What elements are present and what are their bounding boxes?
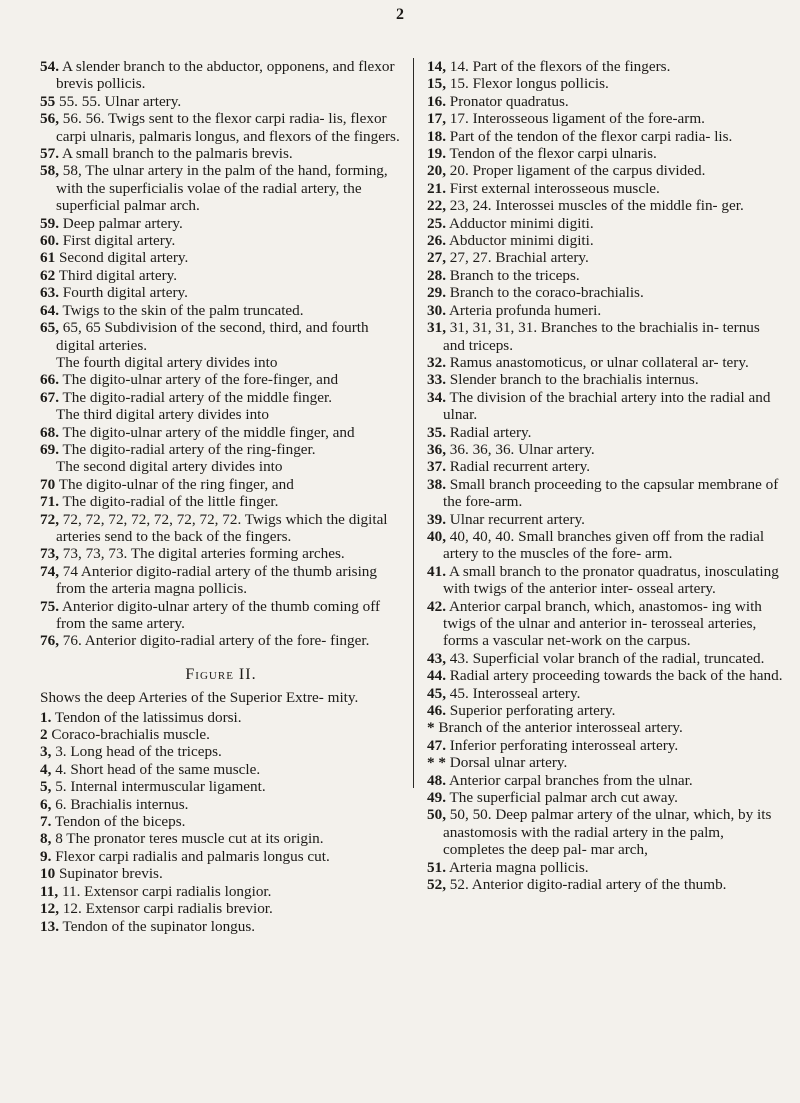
list-item (427, 511, 783, 528)
entry-number: 9. (40, 847, 52, 865)
list-item (40, 796, 402, 813)
list-item (427, 528, 783, 563)
entry-number: 20, (427, 162, 446, 180)
list-item (40, 545, 402, 562)
entry-number: 41. (427, 562, 446, 580)
entry-text: Abductor minimi digiti. (448, 232, 594, 250)
list-item (427, 145, 783, 162)
left-entry-list (40, 58, 402, 650)
list-item (40, 493, 402, 510)
entry-number: 65, (40, 319, 59, 337)
entry-number: 39. (427, 510, 446, 528)
entry-text: 56. 56. Twigs sent to the flexor carpi radia- lis, flexor carpi ulnaris, palmaris longus, and flexors of the fingers. (56, 110, 400, 145)
entry-text: Tendon of the biceps. (54, 813, 186, 831)
list-item (40, 58, 402, 93)
entry-number: 12, (40, 900, 59, 918)
entry-text: 27, 27. Brachial artery. (449, 249, 589, 267)
list-item (40, 458, 402, 475)
entry-text: The superficial palmar arch cut away. (449, 789, 678, 807)
entry-number: 74, (40, 562, 59, 580)
entry-text: Third digital artery. (58, 266, 178, 284)
entry-text: Branch of the anterior interosseal artery. (438, 719, 683, 737)
list-item (427, 789, 783, 806)
entry-number: 31, (427, 319, 446, 337)
entry-text: 8 The pronator teres muscle cut at its origin. (55, 830, 324, 848)
entry-text: 76. Anterior digito-radial artery of the fore- finger. (62, 632, 370, 650)
list-item (427, 58, 783, 75)
entry-text: Ulnar recurrent artery. (449, 510, 585, 528)
column-divider (413, 58, 414, 788)
list-item (40, 424, 402, 441)
left-column (40, 58, 402, 935)
entry-text: The second digital artery divides into (56, 458, 283, 476)
entry-number: 54. (40, 58, 59, 75)
list-item (427, 598, 783, 650)
entry-number: 70 (40, 475, 56, 493)
list-item (427, 685, 783, 702)
entry-number: 42. (427, 597, 446, 615)
list-item (427, 162, 783, 179)
entry-number: 25. (427, 214, 446, 232)
list-item (40, 110, 402, 145)
page-number: 2 (396, 6, 404, 23)
list-item (40, 918, 402, 935)
entry-number: 58, (40, 162, 59, 180)
entry-number: 14, (427, 58, 446, 75)
list-item (40, 598, 402, 633)
entry-text: Superior perforating artery. (449, 702, 616, 720)
entry-number: 50, (427, 806, 446, 824)
list-item (427, 267, 783, 284)
list-item (427, 772, 783, 789)
entry-text: 73, 73, 73. The digital arteries forming arches. (62, 545, 345, 563)
entry-number: 66. (40, 371, 59, 389)
entry-text: A small branch to the pronator quadratus, inosculating with twigs of the anterior inter- osseal artery. (443, 562, 779, 598)
list-item (40, 511, 402, 546)
entry-number: 8, (40, 830, 52, 848)
list-item (40, 232, 402, 249)
entry-text: 11. Extensor carpi radialis longior. (61, 882, 272, 900)
list-item (427, 859, 783, 876)
entry-text: Arteria magna pollicis. (448, 858, 589, 876)
list-item (40, 900, 402, 917)
entry-text: Second digital artery. (58, 249, 189, 267)
entry-text: 31, 31, 31, 31. Branches to the brachialis in- ternus and triceps. (443, 319, 760, 354)
figure-title: Figure II. (185, 665, 257, 683)
list-item (40, 319, 402, 354)
entry-number: 75. (40, 597, 59, 615)
entry-number: 35. (427, 423, 446, 441)
entry-number: 3, (40, 743, 52, 761)
entry-text: Ramus anastomoticus, or ulnar collateral ar- tery. (449, 353, 749, 371)
entry-text: The digito-ulnar of the ring finger, and (58, 475, 294, 493)
entry-number: 68. (40, 423, 59, 441)
entry-number: 34. (427, 388, 446, 406)
entry-text: 43. Superficial volar branch of the radial, truncated. (449, 649, 765, 667)
list-item (40, 354, 402, 371)
figure-description: Shows the deep Arteries of the Superior Extre- mity. (40, 689, 359, 707)
entry-text: Anterior digito-ulnar artery of the thumb coming off from the same artery. (56, 597, 381, 632)
entry-text: The fourth digital artery divides into (56, 353, 278, 371)
entry-number: 72, (40, 510, 59, 528)
list-item (40, 778, 402, 795)
list-item (427, 441, 783, 458)
list-item (427, 75, 783, 92)
entry-text: First digital artery. (62, 232, 176, 250)
entry-text: Fourth digital artery. (62, 284, 188, 302)
entry-text: The digito-radial of the little finger. (62, 493, 279, 511)
entry-number: 16. (427, 92, 446, 110)
entry-number: 13. (40, 917, 59, 935)
list-item (40, 441, 402, 458)
entry-text: 3. Long head of the triceps. (55, 743, 222, 761)
entry-text: The digito-ulnar artery of the middle finger, and (62, 423, 355, 441)
entry-number: 69. (40, 440, 59, 458)
list-item (40, 830, 402, 847)
list-item (40, 145, 402, 162)
entry-number: 71. (40, 493, 59, 511)
list-item (427, 806, 783, 858)
list-item (427, 737, 783, 754)
entry-number: 38. (427, 475, 446, 493)
entry-number: 64. (40, 301, 59, 319)
entry-number: 45, (427, 684, 446, 702)
entry-text: 52. Anterior digito-radial artery of the thumb. (449, 876, 727, 894)
list-item (427, 215, 783, 232)
entry-text: Flexor carpi radialis and palmaris longus cut. (55, 847, 330, 865)
list-item (40, 267, 402, 284)
entry-number: 4, (40, 760, 52, 778)
entry-number: 10 (40, 865, 56, 883)
entry-number: 44. (427, 667, 446, 685)
entry-number: 55 (40, 92, 56, 110)
entry-text: 20. Proper ligament of the carpus divided. (449, 162, 706, 180)
entry-number: 47. (427, 736, 446, 754)
list-item (427, 110, 783, 127)
entry-text: The digito-radial artery of the ring-finger. (62, 440, 316, 458)
entry-text: Dorsal ulnar artery. (449, 754, 568, 772)
list-item (427, 876, 783, 893)
entry-text: The division of the brachial artery into the radial and ulnar. (443, 388, 771, 424)
entry-number: 46. (427, 702, 446, 720)
entry-text: Branch to the coraco-brachialis. (449, 284, 644, 302)
entry-number: 49. (427, 789, 446, 807)
list-item (427, 197, 783, 214)
list-item (427, 476, 783, 511)
entry-text: Inferior perforating interosseal artery. (449, 736, 679, 754)
entry-text: 40, 40, 40. Small branches given off from the radial artery to the muscles of the fore- arm. (443, 527, 765, 563)
entry-number: 6, (40, 795, 52, 813)
entry-text: Tendon of the supinator longus. (62, 917, 256, 935)
entry-number: 40, (427, 527, 446, 545)
entry-number: 29. (427, 284, 446, 302)
list-item (40, 389, 402, 406)
entry-number: 63. (40, 284, 59, 302)
entry-text: A slender branch to the abductor, opponens, and flexor brevis pollicis. (56, 58, 395, 93)
entry-text: Part of the tendon of the flexor carpi radia- lis. (449, 127, 733, 145)
entry-text: Radial recurrent artery. (449, 458, 591, 476)
entry-number: 27, (427, 249, 446, 267)
list-item (40, 284, 402, 301)
list-item (427, 354, 783, 371)
list-item (40, 632, 402, 649)
list-item (40, 865, 402, 882)
list-item (40, 476, 402, 493)
entry-text: 36. 36, 36. Ulnar artery. (449, 440, 595, 458)
list-item (427, 702, 783, 719)
entry-text: 6. Brachialis internus. (55, 795, 189, 813)
entry-text: Adductor minimi digiti. (448, 214, 594, 232)
entry-text: Radial artery proceeding towards the back of the hand. (449, 667, 783, 685)
list-item (40, 302, 402, 319)
entry-number: 67. (40, 388, 59, 406)
list-item (427, 754, 783, 771)
entry-text: 12. Extensor carpi radialis brevior. (62, 900, 273, 918)
list-item (40, 883, 402, 900)
entry-number: 1. (40, 708, 52, 726)
entry-number: * * (427, 754, 446, 772)
entry-text: 5. Internal intermuscular ligament. (55, 778, 266, 796)
list-item (427, 232, 783, 249)
list-item (40, 813, 402, 830)
entry-number: 2 (40, 726, 48, 744)
entry-number: 30. (427, 301, 446, 319)
entry-number: 11, (40, 882, 59, 900)
list-item (427, 93, 783, 110)
entry-text: 4. Short head of the same muscle. (55, 760, 261, 778)
entry-text: 17. Interosseous ligament of the fore-arm. (449, 110, 705, 128)
entry-number: 28. (427, 266, 446, 284)
list-item (40, 743, 402, 760)
entry-text: The digito-radial artery of the middle finger. (62, 388, 332, 406)
list-item (40, 563, 402, 598)
list-item (427, 302, 783, 319)
entry-number: 33. (427, 371, 446, 389)
entry-number: 51. (427, 858, 446, 876)
entry-number: 36, (427, 440, 446, 458)
entry-number: 59. (40, 214, 59, 232)
entry-text: 14. Part of the flexors of the fingers. (449, 58, 671, 75)
entry-text: Radial artery. (449, 423, 532, 441)
entry-text: 72, 72, 72, 72, 72, 72, 72, 72. Twigs which the digital arteries send to the back of the fingers. (56, 510, 388, 545)
entry-number: 32. (427, 353, 446, 371)
list-item (427, 650, 783, 667)
entry-text: Arteria profunda humeri. (448, 301, 602, 319)
entry-text: Supinator brevis. (58, 865, 163, 883)
entry-text: Pronator quadratus. (449, 92, 569, 110)
entry-text: Anterior carpal branches from the ulnar. (448, 771, 693, 789)
entry-number: 22, (427, 197, 446, 215)
entry-text: Tendon of the latissimus dorsi. (54, 708, 242, 726)
entry-number: 7. (40, 813, 52, 831)
entry-text: Branch to the triceps. (449, 266, 580, 284)
entry-number: 61 (40, 249, 56, 267)
list-item (427, 284, 783, 301)
entry-text: 45. Interosseal artery. (449, 684, 581, 702)
list-item (427, 389, 783, 424)
entry-number: * (427, 719, 435, 737)
entry-text: 15. Flexor longus pollicis. (449, 75, 609, 93)
entry-text: Twigs to the skin of the palm truncated. (62, 301, 304, 319)
entry-text: Deep palmar artery. (62, 214, 183, 232)
entry-text: 23, 24. Interossei muscles of the middle fin- ger. (449, 197, 744, 215)
list-item (427, 371, 783, 388)
entry-number: 56, (40, 110, 59, 128)
list-item (40, 215, 402, 232)
entry-text: The digito-ulnar artery of the fore-finger, and (62, 371, 339, 389)
entry-number: 17, (427, 110, 446, 128)
entry-number: 62 (40, 266, 56, 284)
entry-number: 60. (40, 232, 59, 250)
list-item (40, 761, 402, 778)
entry-text: 74 Anterior digito-radial artery of the thumb arising from the arteria magna pollicis. (56, 562, 377, 598)
list-item (427, 180, 783, 197)
list-item (40, 249, 402, 266)
entry-text: 65, 65 Subdivision of the second, third, and fourth digital arteries. (56, 319, 369, 354)
entry-number: 57. (40, 145, 59, 163)
entry-text: Coraco-brachialis muscle. (51, 726, 210, 744)
entry-number: 5, (40, 778, 52, 796)
entry-number: 19. (427, 145, 446, 163)
list-item (40, 709, 402, 726)
entry-number: 26. (427, 232, 446, 250)
entry-number: 21. (427, 179, 446, 197)
entry-text: 55. 55. Ulnar artery. (58, 92, 182, 110)
entry-number: 48. (427, 771, 446, 789)
entry-text: Small branch proceeding to the capsular membrane of the fore-arm. (443, 475, 779, 511)
entry-text: The third digital artery divides into (56, 406, 269, 424)
entry-number: 73, (40, 545, 59, 563)
entry-number: 15, (427, 75, 446, 93)
right-entry-list (427, 58, 783, 894)
list-item (427, 458, 783, 475)
list-item (427, 249, 783, 266)
list-item (40, 162, 402, 214)
entry-text: A small branch to the palmaris brevis. (61, 145, 293, 163)
entry-number: 18. (427, 127, 446, 145)
list-item (427, 667, 783, 684)
list-item (40, 726, 402, 743)
list-item (40, 406, 402, 423)
list-item (427, 128, 783, 145)
list-item (427, 319, 783, 354)
right-column (427, 58, 783, 894)
entry-number: 37. (427, 458, 446, 476)
entry-number: 76, (40, 632, 59, 650)
list-item (40, 93, 402, 110)
entry-text: Slender branch to the brachialis internus. (449, 371, 699, 389)
entry-number: 43, (427, 649, 446, 667)
entry-number: 52, (427, 876, 446, 894)
entry-text: Tendon of the flexor carpi ulnaris. (449, 145, 657, 163)
figure-entry-list (40, 709, 402, 935)
list-item (427, 563, 783, 598)
list-item (40, 848, 402, 865)
list-item (427, 424, 783, 441)
entry-text: 58, The ulnar artery in the palm of the hand, forming, with the superficialis volae of the radial artery, the superficial palmar arch. (56, 162, 388, 215)
entry-text: Anterior carpal branch, which, anastomos- ing with twigs of the ulnar and anterior in- terosseal arteries, forms a vascular net-work on the carpus. (443, 597, 762, 650)
entry-text: 50, 50. Deep palmar artery of the ulnar, which, by its anastomosis with the radial artery in the palm, completes the deep pal- mar arch, (443, 806, 772, 859)
list-item (40, 371, 402, 388)
entry-text: First external interosseous muscle. (449, 179, 660, 197)
list-item (427, 719, 783, 736)
